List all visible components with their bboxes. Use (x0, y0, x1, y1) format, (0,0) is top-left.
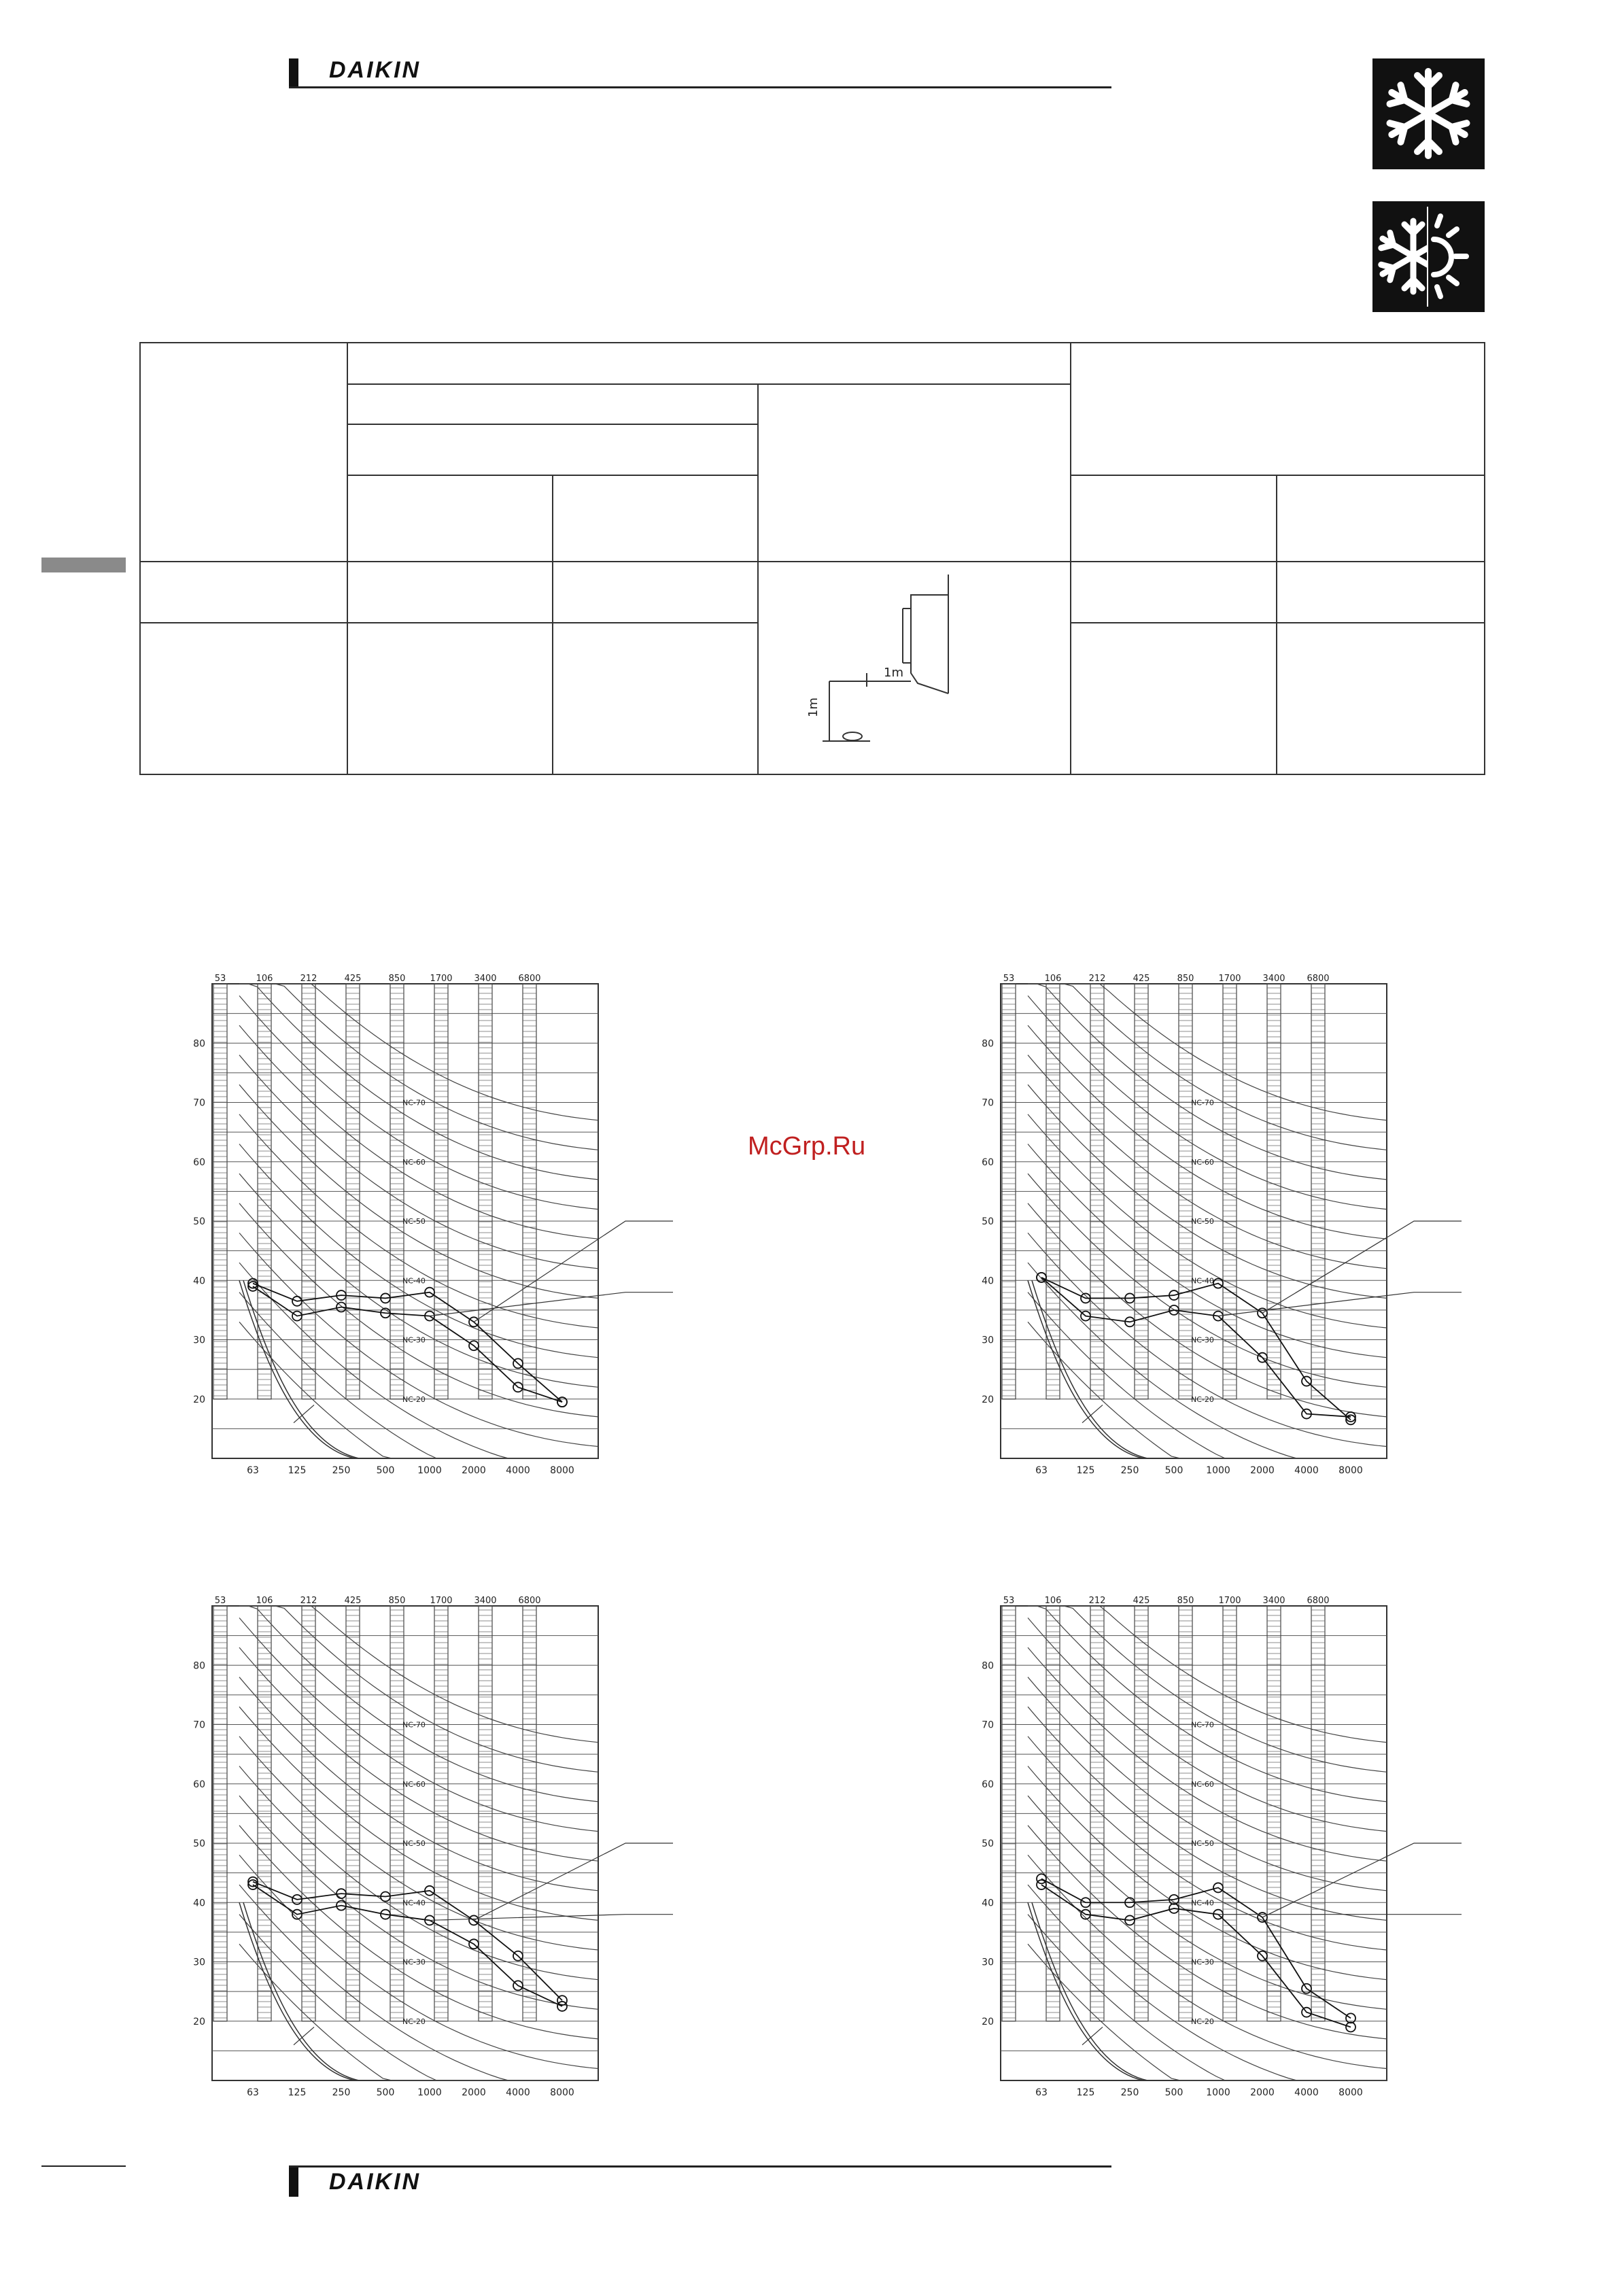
chart-body (982, 974, 1462, 1476)
nc-curve-label: NC-60 (1191, 1157, 1214, 1167)
nc-curve-label: NC-30 (1191, 1957, 1214, 1967)
bottom-axis-tick-label: 4000 (1294, 1465, 1319, 1476)
vertical-dimension-label: 1m (806, 698, 820, 717)
top-axis-tick-label: 212 (1088, 1596, 1106, 1606)
y-axis-tick-label: 20 (193, 2016, 205, 2027)
bottom-axis-tick-label: 8000 (550, 2087, 574, 2098)
nc-chart-top-right (965, 969, 1482, 1486)
top-axis-tick-label: 6800 (1307, 1596, 1330, 1606)
bottom-axis-tick-label: 500 (1164, 1465, 1184, 1476)
y-axis-tick-label: 80 (193, 1038, 205, 1050)
series-leader-line (430, 1292, 673, 1316)
y-axis-tick-label: 40 (193, 1275, 205, 1287)
unit-position-sketch (806, 571, 958, 748)
nc-curve-label: NC-70 (1191, 1098, 1214, 1108)
top-axis-tick-label: 53 (1003, 974, 1015, 984)
y-axis-tick-label: 50 (193, 1838, 205, 1849)
y-axis-tick-label: 30 (982, 1957, 994, 1968)
top-axis-tick-label: 6800 (518, 1596, 541, 1606)
series-point-lower (1037, 1880, 1046, 1889)
bottom-axis-tick-label: 2000 (1250, 1465, 1275, 1476)
footer-left-rule (41, 2165, 126, 2167)
header-rule (289, 86, 1111, 88)
top-axis-tick-label: 850 (388, 974, 406, 984)
y-axis-tick-label: 70 (193, 1097, 205, 1109)
nc-curve-label: NC-30 (1191, 1335, 1214, 1345)
y-axis-tick-label: 20 (982, 1394, 994, 1405)
nc-curve-label: NC-70 (1191, 1720, 1214, 1730)
y-axis-tick-label: 80 (193, 1660, 205, 1672)
cooling-icon-box (1372, 58, 1485, 169)
y-axis-tick-label: 40 (982, 1275, 994, 1287)
top-axis-tick-label: 6800 (1307, 974, 1330, 984)
bottom-axis-tick-label: 2000 (462, 2087, 486, 2098)
bottom-axis-tick-label: 250 (332, 1465, 351, 1476)
y-axis-tick-label: 30 (982, 1335, 994, 1346)
nc-curve-label: NC-40 (402, 1898, 426, 1908)
y-axis-tick-label: 20 (193, 1394, 205, 1405)
horizontal-dimension-label: 1m (884, 666, 903, 680)
bottom-axis-tick-label: 125 (1076, 1465, 1095, 1476)
top-axis-tick-label: 3400 (1262, 974, 1285, 984)
nc-curve-label: NC-60 (1191, 1779, 1214, 1789)
heatpump-icon-box (1372, 201, 1485, 312)
nc-chart-svg (965, 969, 1482, 1486)
y-axis-tick-label: 50 (982, 1216, 994, 1227)
bottom-axis-tick-label: 250 (332, 2087, 351, 2098)
snowflake-icon (1372, 58, 1485, 169)
top-axis-tick-label: 850 (1177, 1596, 1194, 1606)
bottom-axis-tick-label: 125 (1076, 2087, 1095, 2098)
nc-curve (239, 1292, 598, 1458)
header-brand-bar (289, 58, 298, 88)
bottom-axis-tick-label: 8000 (1338, 1465, 1363, 1476)
bottom-axis-tick-label: 4000 (1294, 2087, 1319, 2098)
nc-chart-svg (177, 969, 693, 1486)
bottom-axis-tick-label: 250 (1120, 1465, 1139, 1476)
y-axis-tick-label: 40 (193, 1898, 205, 1909)
bottom-axis-tick-label: 125 (288, 1465, 307, 1476)
y-axis-tick-label: 80 (982, 1660, 994, 1672)
nc-curve-label: NC-20 (402, 1394, 426, 1404)
nc-curve (1028, 984, 1387, 1150)
chart-body (193, 1596, 673, 2098)
nc-chart-bottom-left (177, 1591, 693, 2108)
y-axis-tick-label: 70 (982, 1719, 994, 1731)
nc-chart-top-left (177, 969, 693, 1486)
top-axis-tick-label: 212 (300, 1596, 317, 1606)
series-point-lower (557, 1397, 567, 1407)
bottom-axis-tick-label: 500 (376, 2087, 395, 2098)
series-leader-line (1218, 1292, 1462, 1316)
series-point-lower (1037, 1273, 1046, 1282)
watermark-text: McGrp.Ru (748, 1132, 866, 1161)
bottom-axis-tick-label: 1000 (417, 1465, 442, 1476)
series-leader-line (474, 1843, 673, 1920)
bottom-axis-tick-label: 500 (1164, 2087, 1184, 2098)
top-axis-tick-label: 425 (344, 974, 362, 984)
nc-curve-label: NC-40 (402, 1276, 426, 1286)
nc-curve-label: NC-40 (1191, 1276, 1214, 1286)
top-axis-tick-label: 425 (344, 1596, 362, 1606)
nc-curve (239, 1606, 598, 1772)
y-axis-tick-label: 80 (982, 1038, 994, 1050)
top-axis-tick-label: 1700 (1218, 1596, 1241, 1606)
y-axis-tick-label: 50 (982, 1838, 994, 1849)
top-axis-tick-label: 1700 (1218, 974, 1241, 984)
y-axis-tick-label: 40 (982, 1898, 994, 1909)
y-axis-tick-label: 30 (193, 1957, 205, 1968)
y-axis-tick-label: 60 (193, 1156, 205, 1168)
top-axis-tick-label: 106 (256, 1596, 273, 1606)
top-axis-tick-label: 53 (214, 1596, 226, 1606)
y-axis-tick-label: 70 (982, 1097, 994, 1109)
bottom-axis-tick-label: 2000 (462, 1465, 486, 1476)
top-axis-tick-label: 3400 (1262, 1596, 1285, 1606)
bottom-axis-tick-label: 250 (1120, 2087, 1139, 2098)
bottom-axis-tick-label: 63 (1035, 1465, 1048, 1476)
top-axis-tick-label: 850 (1177, 974, 1194, 984)
footer-brand-bar (289, 2167, 298, 2197)
nc-curve-label: NC-50 (402, 1839, 426, 1848)
header-brand-logo: DAIKIN (329, 57, 421, 83)
top-axis-tick-label: 3400 (474, 1596, 497, 1606)
footer-rule (289, 2165, 1111, 2168)
top-axis-tick-label: 850 (388, 1596, 406, 1606)
chart-body (193, 974, 673, 1476)
top-axis-tick-label: 425 (1133, 1596, 1150, 1606)
y-axis-tick-label: 20 (982, 2016, 994, 2027)
nc-curve-label: NC-70 (402, 1098, 426, 1108)
bottom-axis-tick-label: 63 (1035, 2087, 1048, 2098)
y-axis-tick-label: 60 (193, 1779, 205, 1790)
snowflake-sun-icon (1372, 201, 1485, 312)
y-axis-tick-label: 60 (982, 1156, 994, 1168)
bottom-axis-tick-label: 1000 (417, 2087, 442, 2098)
series-leader-line (1262, 1221, 1462, 1313)
nc-curve-label: NC-60 (402, 1779, 426, 1789)
nc-curve-label: NC-50 (1191, 1839, 1214, 1848)
nc-curve-label: NC-70 (402, 1720, 426, 1730)
bottom-axis-tick-label: 4000 (506, 1465, 530, 1476)
top-axis-tick-label: 3400 (474, 974, 497, 984)
bottom-axis-tick-label: 8000 (550, 1465, 574, 1476)
nc-curve-label: NC-40 (1191, 1898, 1214, 1908)
nc-curve-label: NC-30 (402, 1335, 426, 1345)
footer-brand-logo: DAIKIN (329, 2169, 421, 2195)
y-axis-tick-label: 60 (982, 1779, 994, 1790)
top-axis-tick-label: 1700 (430, 1596, 453, 1606)
nc-curve (1028, 1606, 1387, 1772)
nc-curve (239, 984, 598, 1150)
bottom-axis-tick-label: 8000 (1338, 2087, 1363, 2098)
nc-chart-svg (177, 1591, 693, 2108)
top-axis-tick-label: 425 (1133, 974, 1150, 984)
bottom-axis-tick-label: 63 (247, 2087, 259, 2098)
bottom-axis-tick-label: 2000 (1250, 2087, 1275, 2098)
top-axis-tick-label: 106 (1044, 974, 1062, 984)
y-axis-tick-label: 70 (193, 1719, 205, 1731)
top-axis-tick-label: 6800 (518, 974, 541, 984)
bottom-axis-tick-label: 1000 (1206, 1465, 1230, 1476)
nc-curve-label: NC-20 (1191, 1394, 1214, 1404)
top-axis-tick-label: 1700 (430, 974, 453, 984)
bottom-axis-tick-label: 500 (376, 1465, 395, 1476)
bottom-axis-tick-label: 125 (288, 2087, 307, 2098)
nc-curve (1028, 1915, 1387, 2080)
nc-curve-label: NC-50 (1191, 1217, 1214, 1226)
top-axis-tick-label: 53 (1003, 1596, 1015, 1606)
bottom-axis-tick-label: 63 (247, 1465, 259, 1476)
nc-curve-label: NC-20 (402, 2017, 426, 2026)
nc-chart-svg (965, 1591, 1482, 2108)
nc-curve-label: NC-60 (402, 1157, 426, 1167)
nc-curve (1028, 1292, 1387, 1458)
series-leader-line (1262, 1843, 1462, 1917)
top-axis-tick-label: 212 (1088, 974, 1106, 984)
top-axis-tick-label: 212 (300, 974, 317, 984)
nc-curve-label: NC-30 (402, 1957, 426, 1967)
bottom-axis-tick-label: 4000 (506, 2087, 530, 2098)
measurement-diagram (806, 571, 958, 748)
series-point-lower (1346, 2022, 1355, 2032)
bottom-axis-tick-label: 1000 (1206, 2087, 1230, 2098)
nc-curve-label: NC-20 (1191, 2017, 1214, 2026)
nc-chart-bottom-right (965, 1591, 1482, 2108)
y-axis-tick-label: 50 (193, 1216, 205, 1227)
side-index-tab (41, 558, 126, 572)
chart-body (982, 1596, 1462, 2098)
y-axis-tick-label: 30 (193, 1335, 205, 1346)
nc-curve-label: NC-50 (402, 1217, 426, 1226)
top-axis-tick-label: 53 (214, 974, 226, 984)
top-axis-tick-label: 106 (256, 974, 273, 984)
top-axis-tick-label: 106 (1044, 1596, 1062, 1606)
